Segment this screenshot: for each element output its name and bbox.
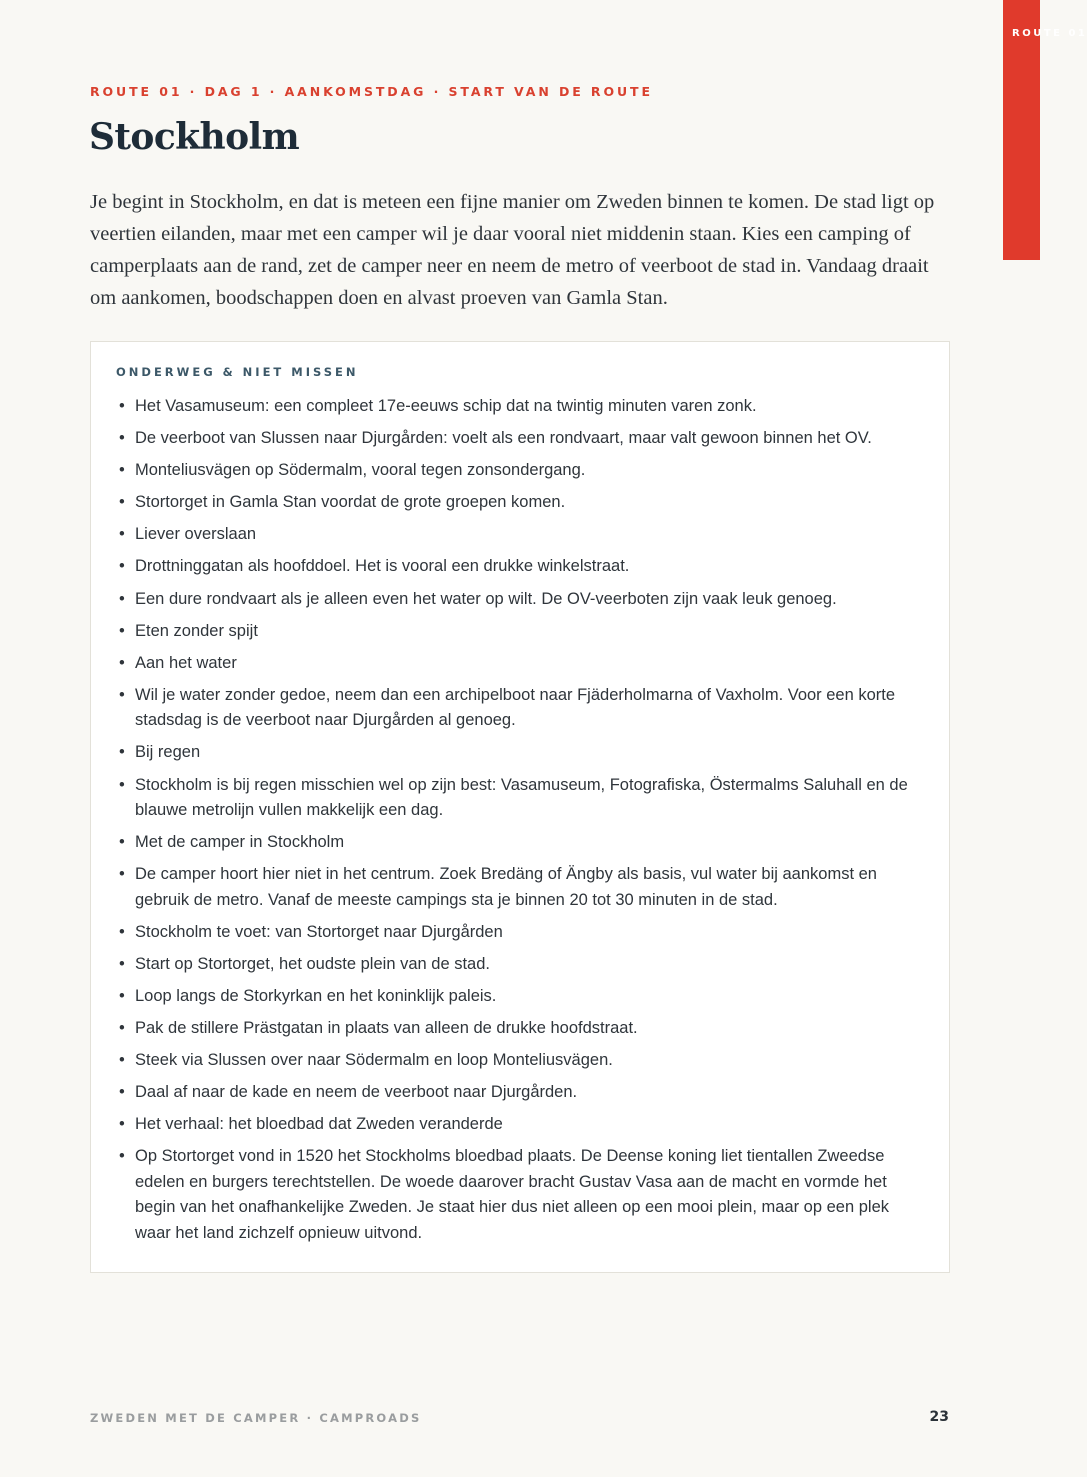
list-item-text: De camper hoort hier niet in het centrum. Zoek Bredäng of Ängby als basis, vul water bij aankomst en gebruik de metro. Vanaf de meeste campings sta je binnen 20 tot 30 minuten in de stad. [135, 865, 877, 909]
list-item-text: Wil je water zonder gedoe, neem dan een archipelboot naar Fjäderholmarna of Vaxholm. Voor een korte stadsdag is de veerboot naar Djurgården al genoeg. [135, 685, 896, 730]
bullet-icon: • [119, 525, 125, 544]
list-item-text: Bij regen [135, 743, 201, 762]
list-item-text: Een dure rondvaart als je alleen even het water op wilt. De OV-veerboten zijn vaak leuk genoeg. [135, 589, 837, 608]
list-item-text: Stortorget in Gamla Stan voordat de grote groepen komen. [135, 493, 566, 512]
list-item-text: Daal af naar de kade en neem de veerboot naar Djurgården. [135, 1083, 578, 1102]
list-item-text: Pak de stillere Prästgatan in plaats van alleen de drukke hoofdstraat. [135, 1019, 638, 1038]
tips-box [90, 341, 950, 1273]
bullet-icon: • [119, 1083, 125, 1102]
list-item [119, 394, 925, 420]
list-item [119, 490, 925, 516]
list-item [119, 522, 925, 548]
list-item-text: Het verhaal: het bloedbad dat Zweden veranderde [135, 1115, 503, 1134]
side-chapter-tab [1003, 0, 1087, 260]
list-item-text: Loop langs de Storkyrkan en het koninklijk paleis. [135, 987, 497, 1005]
list-item [119, 554, 925, 580]
list-item-text: Monteliusvägen op Södermalm, vooral tegen zonsondergang. [135, 461, 586, 480]
route-eyebrow: ROUTE 01 · DAG 1 · AANKOMSTDAG · START VAN DE ROUTE [90, 84, 653, 99]
list-item-text: Aan het water [135, 653, 237, 672]
list-item [119, 952, 925, 978]
list-item [119, 587, 925, 613]
list-item [119, 773, 925, 824]
bullet-icon: • [119, 685, 125, 704]
list-item [119, 651, 925, 677]
page-number: 23 [929, 1409, 949, 1425]
bullet-icon: • [119, 653, 125, 672]
bullet-icon: • [119, 743, 125, 762]
list-item-text: Stockholm is bij regen misschien wel op zijn best: Vasamuseum, Fotografiska, Östermalms Saluhall en de blauwe metrolijn vullen makkelijk een dag. [135, 775, 908, 820]
list-item-text: Op Stortorget vond in 1520 het Stockholms bloedbad plaats. De Deense koning liet tientallen Zweedse edelen en burgers terechtstellen. De woede daarover bracht Gustav Vasa aan de macht en vormde het begin van het onafhankelijke Zweden. Je staat hier dus niet alleen op een mooi plein, maar op een plek waar het land zichzelf opnieuw uitvond. [135, 1147, 889, 1242]
tips-box-heading: ONDERWEG & NIET MISSEN [116, 365, 359, 379]
side-tab-label: ROUTE 01 [1012, 28, 1087, 39]
bullet-icon: • [119, 833, 125, 852]
bullet-icon: • [119, 493, 125, 512]
list-item [119, 683, 925, 734]
list-item-text: Stockholm te voet: van Stortorget naar Djurgården [135, 922, 503, 941]
list-item-text: Met de camper in Stockholm [135, 833, 345, 852]
tips-list [119, 394, 925, 1253]
bullet-icon: • [119, 557, 125, 576]
list-item-text: Liever overslaan [135, 525, 257, 544]
list-item-text: Drottninggatan als hoofddoel. Het is vooral een drukke winkelstraat. [135, 557, 630, 576]
list-item [119, 458, 925, 484]
bullet-icon: • [119, 865, 125, 884]
list-item [119, 862, 925, 913]
list-item [119, 619, 925, 645]
list-item [119, 920, 925, 946]
list-item [119, 1080, 925, 1106]
list-item [119, 984, 925, 1010]
bullet-icon: • [119, 987, 125, 1005]
bullet-icon: • [119, 429, 125, 448]
intro-paragraph: Je begint in Stockholm, en dat is meteen een fijne manier om Zweden binnen te komen. De stad ligt op veertien eilanden, maar met een camper wil je daar vooral niet middenin staan. Kies een camping of camperplaats aan de rand, zet de camper neer en neem de metro of veerboot de stad in. Vandaag draait om aankomen, boodschappen doen en alvast proeven van Gamla Stan. [90, 191, 935, 309]
list-item [119, 1016, 925, 1042]
bullet-icon: • [119, 922, 125, 941]
bullet-icon: • [119, 1147, 125, 1166]
list-item [119, 426, 925, 452]
list-item [119, 1112, 925, 1138]
list-item-text: Het Vasamuseum: een compleet 17e-eeuws schip dat na twintig minuten varen zonk. [135, 397, 757, 415]
bullet-icon: • [119, 775, 125, 794]
list-item [119, 1144, 925, 1246]
list-item [119, 740, 925, 766]
list-item-text: Start op Stortorget, het oudste plein van de stad. [135, 954, 490, 973]
list-item-text: Eten zonder spijt [135, 621, 258, 640]
list-item-text: De veerboot van Slussen naar Djurgården: voelt als een rondvaart, maar valt gewoon binnen het OV. [135, 429, 872, 448]
bullet-icon: • [119, 461, 125, 480]
bullet-icon: • [119, 1115, 125, 1134]
footer-book-title: ZWEDEN MET DE CAMPER · CAMPROADS [90, 1411, 422, 1425]
bullet-icon: • [119, 621, 125, 640]
bullet-icon: • [119, 1051, 125, 1070]
bullet-icon: • [119, 589, 125, 608]
bullet-icon: • [119, 954, 125, 973]
list-item [119, 830, 925, 856]
list-item [119, 1048, 925, 1074]
bullet-icon: • [119, 397, 125, 415]
bullet-icon: • [119, 1019, 125, 1038]
page-title: Stockholm [89, 116, 300, 158]
list-item-text: Steek via Slussen over naar Södermalm en loop Monteliusvägen. [135, 1051, 613, 1070]
